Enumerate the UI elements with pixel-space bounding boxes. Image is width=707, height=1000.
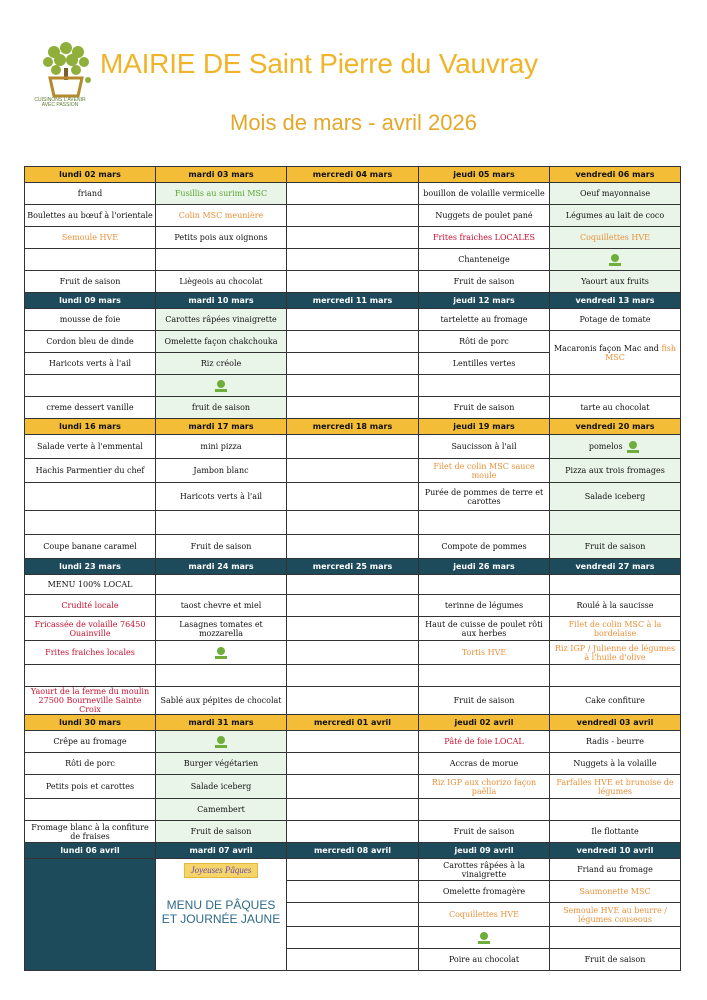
menu-cell xyxy=(25,483,156,511)
day-header: mercredi 11 mars xyxy=(287,293,419,309)
table-row xyxy=(25,511,681,535)
menu-cell xyxy=(287,821,419,843)
holiday-cell xyxy=(25,859,156,971)
menu-cell xyxy=(287,575,419,595)
menu-cell xyxy=(287,205,419,227)
menu-cell: Camembert xyxy=(156,799,287,821)
menu-cell: Fruit de saison xyxy=(550,949,681,971)
menu-cell: Fruit de saison xyxy=(25,271,156,293)
week-header xyxy=(25,167,681,183)
day-header: jeudi 12 mars xyxy=(419,293,550,309)
menu-cell xyxy=(419,799,550,821)
menu-cell: Petits pois aux oignons xyxy=(156,227,287,249)
menu-cell xyxy=(287,903,419,927)
menu-cell: Frites fraiches LOCALES xyxy=(419,227,550,249)
menu-cell: Carottes râpées à la vinaigrette xyxy=(419,859,550,881)
menu-cell: Légumes au lait de coco xyxy=(550,205,681,227)
menu-cell: Hachis Parmentier du chef xyxy=(25,459,156,483)
veggie-label-icon xyxy=(213,735,229,749)
table-row xyxy=(25,459,681,483)
menu-cell: Compote de pommes xyxy=(419,535,550,559)
menu-cell xyxy=(550,665,681,687)
menu-cell: Crêpe au fromage xyxy=(25,731,156,753)
menu-cell: tarte au chocolat xyxy=(550,397,681,419)
menu-cell: Haut de cuisse de poulet rôti aux herbes xyxy=(419,617,550,641)
table-row xyxy=(25,375,681,397)
menu-cell xyxy=(287,731,419,753)
menu-cell: Burger végétarien xyxy=(156,753,287,775)
menu-cell xyxy=(287,665,419,687)
menu-cell: Petits pois et carottes xyxy=(25,775,156,799)
menu-cell: mousse de foie xyxy=(25,309,156,331)
week-header xyxy=(25,293,681,309)
menu-cell: Fruit de saison xyxy=(419,687,550,715)
menu-cell: Salade verte à l'emmental xyxy=(25,435,156,459)
menu-cell xyxy=(287,927,419,949)
day-header: mardi 31 mars xyxy=(156,715,287,731)
menu-cell: Chanteneige xyxy=(419,249,550,271)
table-row xyxy=(25,821,681,843)
day-header: mercredi 25 mars xyxy=(287,559,419,575)
day-header: mardi 24 mars xyxy=(156,559,287,575)
day-header: jeudi 26 mars xyxy=(419,559,550,575)
menu-cell xyxy=(25,511,156,535)
menu-cell xyxy=(25,665,156,687)
menu-cell: Fusillis au surimi MSC xyxy=(156,183,287,205)
table-row xyxy=(25,535,681,559)
day-header: vendredi 10 avril xyxy=(550,843,681,859)
menu-cell xyxy=(287,535,419,559)
menu-cell xyxy=(287,397,419,419)
menu-cell: Boulettes au bœuf à l'orientale xyxy=(25,205,156,227)
menu-cell: Lentilles vertes xyxy=(419,353,550,375)
menu-cell xyxy=(550,927,681,949)
day-header: mardi 17 mars xyxy=(156,419,287,435)
menu-cell: Friand au fromage xyxy=(550,859,681,881)
menu-cell xyxy=(287,617,419,641)
menu-cell xyxy=(287,435,419,459)
table-row xyxy=(25,799,681,821)
day-header: mercredi 18 mars xyxy=(287,419,419,435)
menu-cell xyxy=(550,331,681,375)
table-row xyxy=(25,753,681,775)
table-row xyxy=(25,775,681,799)
week-header xyxy=(25,419,681,435)
table-row xyxy=(25,309,681,331)
table-row xyxy=(25,435,681,459)
menu-cell xyxy=(287,183,419,205)
menu-cell: Liègeois au chocolat xyxy=(156,271,287,293)
menu-cell xyxy=(287,595,419,617)
menu-cell: Rôti de porc xyxy=(419,331,550,353)
menu-cell xyxy=(287,249,419,271)
day-header: jeudi 19 mars xyxy=(419,419,550,435)
table-row xyxy=(25,483,681,511)
menu-cell xyxy=(25,799,156,821)
menu-cell xyxy=(550,511,681,535)
menu-cell: Frites fraiches locales xyxy=(25,641,156,665)
menu-cell xyxy=(287,753,419,775)
day-header: jeudi 02 avril xyxy=(419,715,550,731)
menu-cell: Haricots verts à l'ail xyxy=(25,353,156,375)
menu-cell: Yaourt aux fruits xyxy=(550,271,681,293)
menu-cell-part: fish MSC xyxy=(605,343,677,362)
menu-cell xyxy=(287,859,419,881)
easter-menu-text: MENU DE PÂQUES ET JOURNÉE JAUNE xyxy=(161,898,281,926)
table-row xyxy=(25,205,681,227)
menu-cell xyxy=(25,375,156,397)
table-row xyxy=(25,665,681,687)
menu-cell xyxy=(287,511,419,535)
day-header: vendredi 06 mars xyxy=(550,167,681,183)
menu-cell: Crudité locale xyxy=(25,595,156,617)
menu-cell xyxy=(550,799,681,821)
day-header: vendredi 13 mars xyxy=(550,293,681,309)
menu-cell: Pâté de foie LOCAL xyxy=(419,731,550,753)
menu-cell: Roulé à la saucisse xyxy=(550,595,681,617)
menu-cell xyxy=(287,483,419,511)
menu-cell: Coupe banane caramel xyxy=(25,535,156,559)
menu-cell: Oeuf mayonnaise xyxy=(550,183,681,205)
menu-cell xyxy=(550,375,681,397)
menu-cell: Potage de tomate xyxy=(550,309,681,331)
menu-cell: Cake confiture xyxy=(550,687,681,715)
menu-cell: Fricassée de volaille 76450 Ouainville xyxy=(25,617,156,641)
menu-cell xyxy=(287,353,419,375)
table-row xyxy=(25,271,681,293)
menu-cell: Carottes râpées vinaigrette xyxy=(156,309,287,331)
menu-cell: Nuggets de poulet pané xyxy=(419,205,550,227)
menu-cell xyxy=(287,775,419,799)
menu-cell: Purée de pommes de terre et carottes xyxy=(419,483,550,511)
menu-cell-part: Colin MSC meunière xyxy=(178,211,264,220)
menu-cell xyxy=(550,249,681,271)
table-row xyxy=(25,249,681,271)
menu-cell: Semoule HVE au beurre / légumes couseous xyxy=(550,903,681,927)
menu-cell xyxy=(156,731,287,753)
menu-cell xyxy=(287,227,419,249)
week-header xyxy=(25,715,681,731)
menu-cell: Coquillettes HVE xyxy=(419,903,550,927)
veggie-label-icon xyxy=(607,253,623,267)
table-row xyxy=(25,575,681,595)
menu-cell xyxy=(419,575,550,595)
menu-cell xyxy=(287,641,419,665)
day-header: jeudi 09 avril xyxy=(419,843,550,859)
table-row xyxy=(25,397,681,419)
day-header: mardi 10 mars xyxy=(156,293,287,309)
menu-cell: bouillon de volaille vermicelle xyxy=(419,183,550,205)
menu-cell: Rôti de porc xyxy=(25,753,156,775)
menu-cell: Filet de colin MSC sauce moule xyxy=(419,459,550,483)
menu-cell: Radis - beurre xyxy=(550,731,681,753)
menu-table xyxy=(24,166,681,971)
table-row xyxy=(25,183,681,205)
veggie-label-icon xyxy=(213,646,229,660)
menu-cell: Farfalles HVE et brunoise de légumes xyxy=(550,775,681,799)
menu-cell: Fromage blanc à la confiture de fraises xyxy=(25,821,156,843)
day-header: vendredi 20 mars xyxy=(550,419,681,435)
menu-cell: Sablé aux pépites de chocolat xyxy=(156,687,287,715)
menu-cell: Fruit de saison xyxy=(550,535,681,559)
logo-caption: CUISINONS L'AVENIR AVEC PASSION xyxy=(34,97,86,108)
menu-cell: Saucisson à l'ail xyxy=(419,435,550,459)
table-row xyxy=(25,687,681,715)
menu-cell: Jambon blanc xyxy=(156,459,287,483)
table-row xyxy=(25,227,681,249)
day-header: lundi 02 mars xyxy=(25,167,156,183)
menu-cell xyxy=(419,375,550,397)
menu-cell: Fruit de saison xyxy=(156,535,287,559)
menu-cell: Salade iceberg xyxy=(156,775,287,799)
day-header: vendredi 27 mars xyxy=(550,559,681,575)
table-row xyxy=(25,731,681,753)
day-header: mardi 07 avril xyxy=(156,843,287,859)
menu-cell: Coquillettes HVE xyxy=(550,227,681,249)
easter-cell xyxy=(156,859,287,971)
day-header: vendredi 03 avril xyxy=(550,715,681,731)
menu-cell xyxy=(156,249,287,271)
day-header: lundi 06 avril xyxy=(25,843,156,859)
easter-banner: Joyeuses Pâques xyxy=(184,863,259,878)
veggie-label-icon xyxy=(625,440,641,454)
menu-cell: Riz créole xyxy=(156,353,287,375)
day-header: lundi 09 mars xyxy=(25,293,156,309)
menu-cell xyxy=(156,575,287,595)
menu-cell: friand xyxy=(25,183,156,205)
menu-cell xyxy=(287,271,419,293)
table-row xyxy=(25,617,681,641)
menu-cell: Lasagnes tomates et mozzarella xyxy=(156,617,287,641)
menu-cell: Haricots verts à l'ail xyxy=(156,483,287,511)
menu-cell: Ile flottante xyxy=(550,821,681,843)
day-header: mercredi 08 avril xyxy=(287,843,419,859)
menu-cell xyxy=(156,665,287,687)
menu-cell: MENU 100% LOCAL xyxy=(25,575,156,595)
day-header: lundi 30 mars xyxy=(25,715,156,731)
day-header: lundi 16 mars xyxy=(25,419,156,435)
menu-cell: Nuggets à la volaille xyxy=(550,753,681,775)
page-title: MAIRIE DE Saint Pierre du Vauvray xyxy=(100,48,538,79)
table-row xyxy=(25,641,681,665)
menu-cell-part: pomelos xyxy=(588,441,623,451)
menu-cell xyxy=(419,927,550,949)
menu-cell xyxy=(156,511,287,535)
menu-cell xyxy=(156,205,287,227)
menu-cell xyxy=(419,665,550,687)
menu-cell: fruit de saison xyxy=(156,397,287,419)
table-row xyxy=(25,331,681,353)
menu-cell: Pizza aux trois fromages xyxy=(550,459,681,483)
menu-cell: tartelette au fromage xyxy=(419,309,550,331)
week-header xyxy=(25,843,681,859)
menu-cell xyxy=(287,687,419,715)
menu-cell xyxy=(287,799,419,821)
menu-cell: Accras de morue xyxy=(419,753,550,775)
menu-cell: Omelette façon chakchouka xyxy=(156,331,287,353)
menu-cell: Cordon bleu de dinde xyxy=(25,331,156,353)
menu-cell: Fruit de saison xyxy=(419,821,550,843)
week-header xyxy=(25,559,681,575)
menu-cell: creme dessert vanille xyxy=(25,397,156,419)
menu-cell: Poire au chocolat xyxy=(419,949,550,971)
menu-cell: Yaourt de la ferme du moulin 27500 Bourneville Sainte Croix xyxy=(25,687,156,715)
menu-cell xyxy=(287,375,419,397)
menu-cell: Saumonette MSC xyxy=(550,881,681,903)
menu-cell xyxy=(287,459,419,483)
menu-cell: Filet de colin MSC à la bordelaise xyxy=(550,617,681,641)
menu-cell: mini pizza xyxy=(156,435,287,459)
menu-cell xyxy=(287,331,419,353)
veggie-label-icon xyxy=(213,379,229,393)
menu-cell xyxy=(156,375,287,397)
menu-cell xyxy=(287,881,419,903)
day-header: mercredi 04 mars xyxy=(287,167,419,183)
menu-cell xyxy=(550,435,681,459)
table-row xyxy=(25,859,681,881)
menu-cell: Riz IGP / Julienne de légumes à l'huile d'olive xyxy=(550,641,681,665)
menu-cell: Riz IGP aux chorizo façon paëlla xyxy=(419,775,550,799)
menu-cell-part: Macaronis façon Mac and xyxy=(553,343,659,353)
menu-cell: Salade iceberg xyxy=(550,483,681,511)
day-header: jeudi 05 mars xyxy=(419,167,550,183)
menu-cell: Fruit de saison xyxy=(156,821,287,843)
menu-cell: terinne de légumes xyxy=(419,595,550,617)
table-row xyxy=(25,595,681,617)
menu-cell xyxy=(419,511,550,535)
menu-cell xyxy=(25,249,156,271)
day-header: mercredi 01 avril xyxy=(287,715,419,731)
menu-cell: taost chevre et miel xyxy=(156,595,287,617)
menu-cell: Fruit de saison xyxy=(419,397,550,419)
menu-cell: Tortis HVE xyxy=(419,641,550,665)
veggie-label-icon xyxy=(476,931,492,945)
menu-cell xyxy=(287,309,419,331)
menu-cell: Fruit de saison xyxy=(419,271,550,293)
day-header: mardi 03 mars xyxy=(156,167,287,183)
page-subtitle: Mois de mars - avril 2026 xyxy=(230,110,477,135)
menu-cell xyxy=(156,641,287,665)
menu-cell xyxy=(287,949,419,971)
day-header: lundi 23 mars xyxy=(25,559,156,575)
menu-cell xyxy=(550,575,681,595)
menu-cell: Omelette fromagère xyxy=(419,881,550,903)
menu-cell: Semoule HVE xyxy=(25,227,156,249)
